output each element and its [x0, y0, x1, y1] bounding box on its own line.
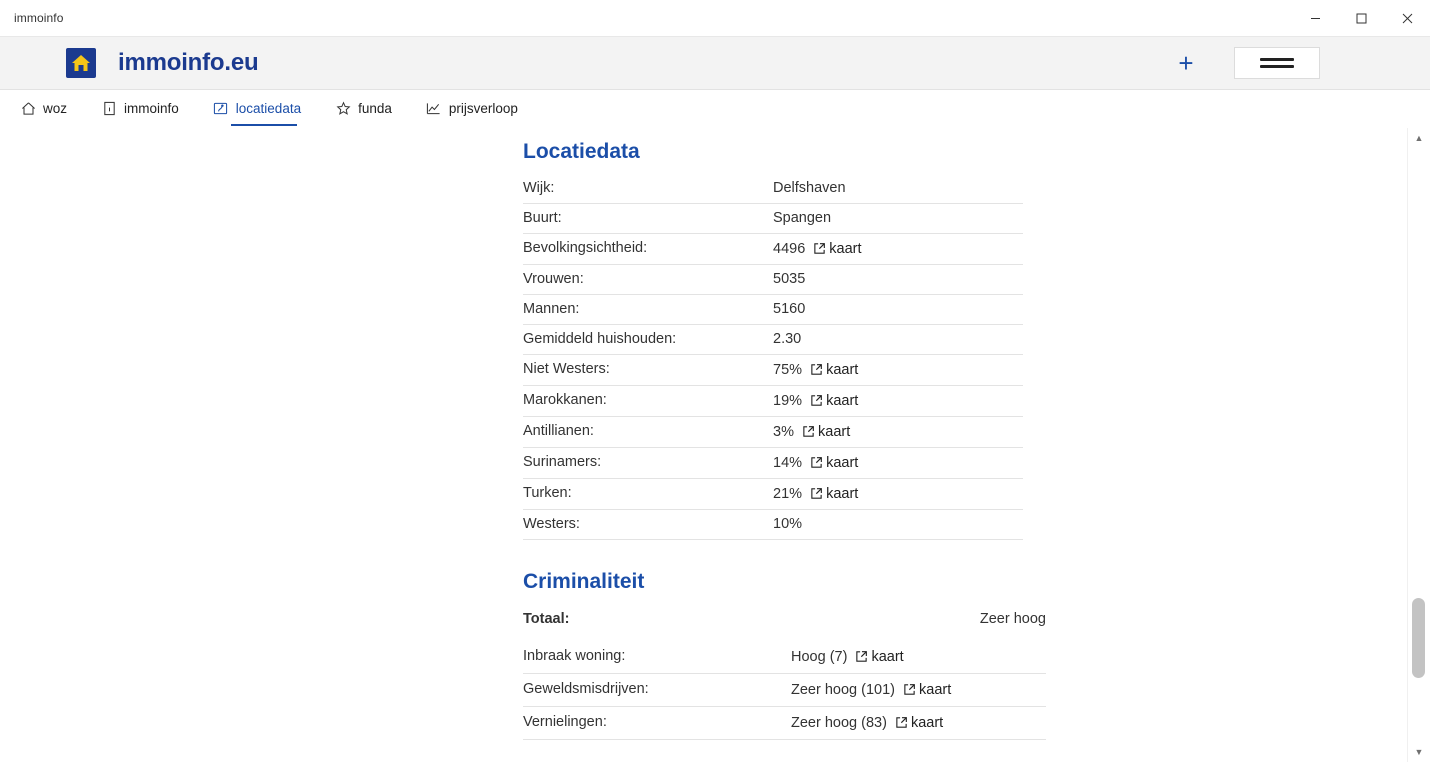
external-link-icon — [895, 716, 908, 729]
row-value — [773, 417, 1023, 448]
house-outline-icon — [20, 101, 36, 117]
external-link-icon — [813, 242, 826, 255]
row-value — [773, 479, 1023, 510]
row-value — [773, 174, 1023, 204]
kaart-link[interactable] — [806, 486, 858, 502]
row-value — [773, 295, 1023, 325]
row-value-text: 75% — [773, 362, 803, 378]
brand-title: immoinfo.eu — [118, 49, 259, 76]
table-row — [523, 510, 1023, 540]
minimize-icon — [1310, 13, 1321, 24]
locatiedata-panel — [523, 128, 1063, 740]
criminaliteit-title: Criminaliteit — [523, 570, 645, 593]
table-row — [523, 265, 1023, 295]
table-row — [523, 417, 1023, 448]
external-link-icon — [810, 363, 823, 376]
table-row — [523, 325, 1023, 355]
row-key: Turken: — [523, 479, 773, 510]
info-box-icon — [101, 101, 117, 117]
table-row — [523, 234, 1023, 265]
kaart-link-label: kaart — [826, 393, 859, 409]
tab-label: locatiedata — [235, 101, 302, 116]
kaart-link-label: kaart — [829, 241, 862, 257]
row-value-text: 3% — [773, 424, 794, 440]
row-key: Buurt: — [523, 204, 773, 234]
app-header — [0, 37, 1430, 90]
tab-prijsverloop[interactable] — [424, 90, 532, 128]
table-row — [523, 355, 1023, 386]
tab-strip — [0, 90, 1430, 128]
row-value-text: 19% — [773, 393, 803, 409]
row-key: Antillianen: — [523, 417, 773, 448]
external-link-icon — [855, 650, 868, 663]
kaart-link[interactable] — [899, 682, 951, 698]
active-tab-underline — [231, 124, 297, 126]
row-key: Vrouwen: — [523, 265, 773, 295]
title-bar — [0, 0, 1430, 37]
table-row — [523, 448, 1023, 479]
row-value-text: 4496 — [773, 241, 806, 257]
row-value — [773, 265, 1023, 295]
table-row — [523, 641, 1046, 674]
row-key: Inbraak woning: — [523, 641, 791, 674]
kaart-link[interactable] — [806, 455, 858, 471]
tab-label: immoinfo — [124, 101, 179, 116]
menu-button[interactable] — [1234, 47, 1320, 79]
maximize-icon — [1356, 13, 1367, 24]
scrollbar-thumb[interactable] — [1412, 598, 1425, 678]
row-value: Zeer hoog — [979, 611, 1046, 627]
kaart-link-label: kaart — [818, 424, 851, 440]
row-value-text: Delfshaven — [773, 180, 846, 196]
tab-label: prijsverloop — [448, 101, 518, 116]
star-icon — [335, 101, 351, 117]
add-button[interactable]: + — [1178, 48, 1194, 78]
tab-label: woz — [43, 101, 68, 116]
row-key: Surinamers: — [523, 448, 773, 479]
table-row-total — [523, 604, 1046, 641]
row-value — [791, 641, 1046, 674]
kaart-link-label: kaart — [910, 715, 944, 731]
row-key: Gemiddeld huishouden: — [523, 325, 773, 355]
header-actions — [1166, 37, 1430, 89]
table-row — [523, 386, 1023, 417]
vertical-scrollbar[interactable] — [1407, 128, 1430, 762]
kaart-link-label: kaart — [919, 682, 952, 698]
kaart-link[interactable] — [809, 241, 861, 257]
tab-immoinfo[interactable] — [99, 90, 193, 128]
row-value-text: 21% — [773, 486, 803, 502]
external-link-icon — [810, 487, 823, 500]
close-icon — [1402, 13, 1413, 24]
page-scroll-region — [0, 128, 1408, 762]
table-row — [523, 707, 1046, 740]
row-value-text: 10% — [773, 516, 803, 532]
row-key: Vernielingen: — [523, 707, 791, 740]
row-value — [773, 325, 1023, 355]
kaart-link[interactable] — [851, 649, 903, 665]
row-value — [773, 448, 1023, 479]
map-pin-icon — [213, 101, 229, 117]
row-value-text: Spangen — [773, 210, 832, 226]
home-icon[interactable] — [66, 48, 96, 78]
row-key: Geweldsmisdrijven: — [523, 674, 791, 707]
external-link-icon — [903, 683, 916, 696]
tab-woz[interactable] — [18, 90, 81, 128]
scroll-up-button[interactable]: ▲ — [1414, 133, 1424, 143]
content-area — [0, 128, 1430, 762]
scroll-down-button[interactable]: ▼ — [1414, 747, 1424, 757]
row-key: Westers: — [523, 510, 773, 540]
maximize-button[interactable] — [1338, 0, 1384, 36]
kaart-link[interactable] — [798, 424, 850, 440]
kaart-link[interactable] — [891, 715, 943, 731]
kaart-link-label: kaart — [871, 649, 904, 665]
row-key: Mannen: — [523, 295, 773, 325]
table-row — [523, 204, 1023, 234]
kaart-link[interactable] — [806, 362, 858, 378]
locatiedata-title: Locatiedata — [523, 140, 640, 163]
row-value — [791, 707, 1046, 740]
kaart-link-label: kaart — [826, 455, 859, 471]
line-chart-icon — [426, 101, 442, 117]
locatiedata-table — [523, 174, 1023, 540]
row-value-text: 5035 — [773, 271, 806, 287]
row-value-text: 5160 — [773, 301, 806, 317]
row-value-text: 14% — [773, 455, 803, 471]
external-link-icon — [802, 425, 815, 438]
tab-locatiedata[interactable] — [211, 90, 315, 128]
row-key: Bevolkingsichtheid: — [523, 234, 773, 265]
row-value-text: Hoog (7) — [791, 649, 848, 665]
row-key: Wijk: — [523, 174, 773, 204]
row-value — [773, 234, 1023, 265]
row-value — [773, 355, 1023, 386]
row-value — [773, 204, 1023, 234]
close-button[interactable] — [1384, 0, 1430, 36]
table-row — [523, 674, 1046, 707]
tab-funda[interactable] — [333, 90, 406, 128]
table-row — [523, 295, 1023, 325]
row-value — [773, 386, 1023, 417]
row-value — [773, 510, 1023, 540]
row-key: Niet Westers: — [523, 355, 773, 386]
external-link-icon — [810, 456, 823, 469]
kaart-link[interactable] — [806, 393, 858, 409]
row-value — [791, 674, 1046, 707]
external-link-icon — [810, 394, 823, 407]
window-title: immoinfo — [14, 11, 64, 25]
row-value-text: 2.30 — [773, 331, 802, 347]
hamburger-menu-icon — [1260, 54, 1294, 72]
kaart-link-label: kaart — [826, 486, 859, 502]
row-key: Totaal: — [523, 611, 570, 627]
criminaliteit-table — [523, 604, 1046, 740]
table-row — [523, 479, 1023, 510]
row-value-text: Zeer hoog (101) — [791, 682, 895, 698]
row-value-text: Zeer hoog (83) — [791, 715, 887, 731]
row-key: Marokkanen: — [523, 386, 773, 417]
minimize-button[interactable] — [1292, 0, 1338, 36]
window-controls — [1292, 0, 1430, 36]
tab-label: funda — [358, 101, 392, 116]
kaart-link-label: kaart — [826, 362, 859, 378]
table-row — [523, 174, 1023, 204]
